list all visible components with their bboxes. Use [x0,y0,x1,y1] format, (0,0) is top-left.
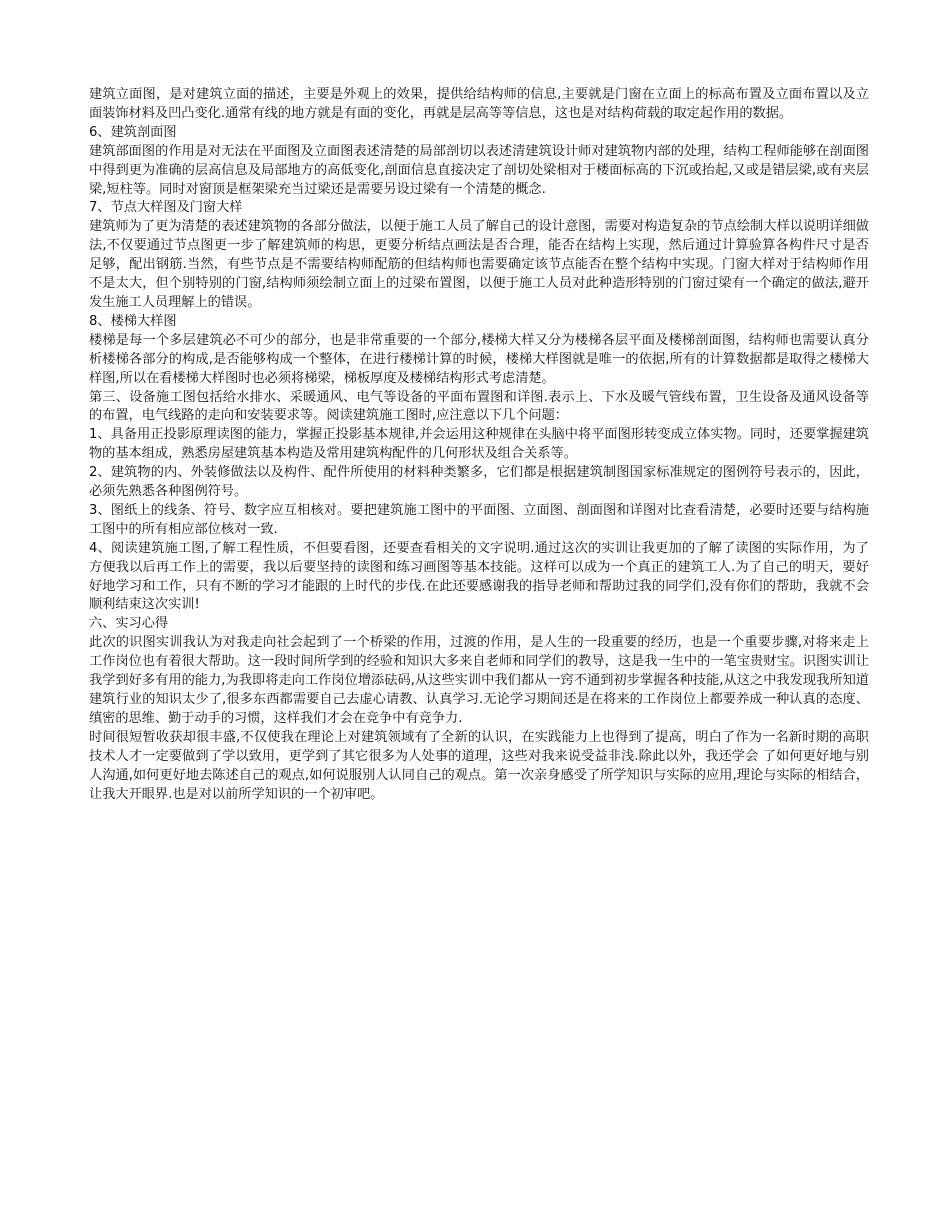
heading-section-8: 8、楼梯大样图 [89,313,177,329]
heading-section-7: 7、节点大样图及门窗大样 [89,200,243,216]
paragraph-stair-drawing: 楼梯是每一个多层建筑必不可少的部分，也是非常重要的一个部分,楼梯大样又分为楼梯各层平面及楼梯剖面图，结构师也需要认真分析楼梯各部分的构成,是否能够构成一个整体，在进行楼梯计算的时候，楼梯大样图就是唯一的依据,所有的计算数据都是取得之楼梯大样图,所以在看楼梯大样图时也必须将梯梁，梯板厚度及楼梯结构形式考虑清楚。 [89,332,869,386]
heading-section-six: 六、实习心得 [89,616,169,632]
list-item-2: 2、建筑物的内、外装修做法以及构件、配件所使用的材料种类繁多，它们都是根据建筑制图国家标准规定的图例符号表示的，因此，必须先熟悉各种图例符号。 [89,465,869,500]
list-item-1: 1、具备用正投影原理读图的能力，掌握正投影基本规律,并会运用这种规律在头脑中将平面图形转变成立体实物。同时，还要掌握建筑物的基本组成，熟悉房屋建筑基本构造及常用建筑构配件的几何形状及组合关系等。 [89,427,869,462]
paragraph-equipment-drawing: 第三、设备施工图包括给水排水、采暖通风、电气等设备的平面布置图和详图.表示上、下水及暖气管线布置，卫生设备及通风设备等的布置，电气线路的走向和安装要求等。阅读建筑施工图时,应注意以下几个问题： [89,389,869,424]
paragraph-reflection-1: 此次的识图实训我认为对我走向社会起到了一个桥梁的作用，过渡的作用，是人生的一段重要的经历，也是一个重要步骤,对将来走上工作岗位也有着很大帮助。这一段时间所学到的经验和知识大多来自老师和同学们的教导，这是我一生中的一笔宝贵财宝。识图实训让我学到好多有用的能力,为我即将走向工作岗位增添砝码,从这些实训中我们都从一窍不通到初步掌握各种技能,从这之中我发现我所知道建筑行业的知识太少了,很多东西都需要自己去虚心请教、认真学习.无论学习期间还是在将来的工作岗位上都要养成一种认真的态度、缜密的思维、勤于动手的习惯，这样我们才会在竞争中有竞争力. [89,635,869,726]
list-item-3: 3、图纸上的线条、符号、数字应互相核对。要把建筑施工图中的平面图、立面图、剖面图和详图对比查看清楚，必要时还要与结构施工图中的所有相应部位核对一致. [89,502,869,537]
list-item-4: 4、阅读建筑施工图,了解工程性质，不但要看图，还要查看相关的文字说明.通过这次的实训让我更加的了解了读图的实际作用，为了方便我以后再工作上的需要，我以后要坚持的读图和练习画图等基本技能。这样可以成为一个真正的建筑工人.为了自己的明天，要好好地学习和工作，只有不断的学习才能跟的上时代的步伐.在此还要感谢我的指导老师和帮助过我的同学们,没有你们的帮助，我就不会顺利结束这次实训! [89,540,869,613]
paragraph-reflection-2: 时间很短暂收获却很丰盛,不仅使我在理论上对建筑领域有了全新的认识，在实践能力上也得到了提高，明白了作为一名新时期的高职技术人才一定要做到了学以致用，更学到了其它很多为人处事的道理，这些对我来说受益非浅.除此以外，我还学会 了如何更好地与别人沟通,如何更好地去陈述自己的观点,如何说服别人认同自己的观点。第一次亲身感受了所学知识与实际的应用,理论与实际的相结合，让我大开眼界.也是对以前所学知识的一个初审吧。 [89,729,869,802]
paragraph-detail-drawing: 建筑师为了更为清楚的表述建筑物的各部分做法，以便于施工人员了解自己的设计意图，需要对构造复杂的节点绘制大样以说明详细做法,不仅要通过节点图更一步了解建筑师的构思，更要分析结点画法是否合理，能否在结构上实现，然后通过计算验算各构件尺寸是否足够，配出钢筋.当然，有些节点是不需要结构师配筋的但结构师也需要确定该节点能否在整个结构中实现。门窗大样对于结构师作用不是太大，但个别特别的门窗,结构师须绘制立面上的过梁布置图，以便于施工人员对此种造形特别的门窗过梁有一个确定的做法,避开发生施工人员理解上的错误。 [89,219,869,310]
heading-section-6: 6、建筑剖面图 [89,124,177,140]
paragraph-facade-intro: 建筑立面图，是对建筑立面的描述，主要是外观上的效果，提供给结构师的信息,主要就是门窗在立面上的标高布置及立面布置以及立面装饰材料及凹凸变化.通常有线的地方就是有面的变化，再就是层高等等信息，这也是对结构荷载的取定起作用的数据。 [89,87,869,121]
document-body [89,86,869,804]
paragraph-section-drawing: 建筑部面图的作用是对无法在平面图及立面图表述清楚的局部剖切以表述清建筑设计师对建筑物内部的处理，结构工程师能够在剖面图中得到更为准确的层高信息及局部地方的高低变化,剖面信息直接决定了剖切处梁相对于楼面标高的下沉或抬起,又或是错层梁,或有夹层梁,短柱等。同时对窗顶是框架梁充当过梁还是需要另设过梁有一个清楚的概念. [89,143,869,197]
